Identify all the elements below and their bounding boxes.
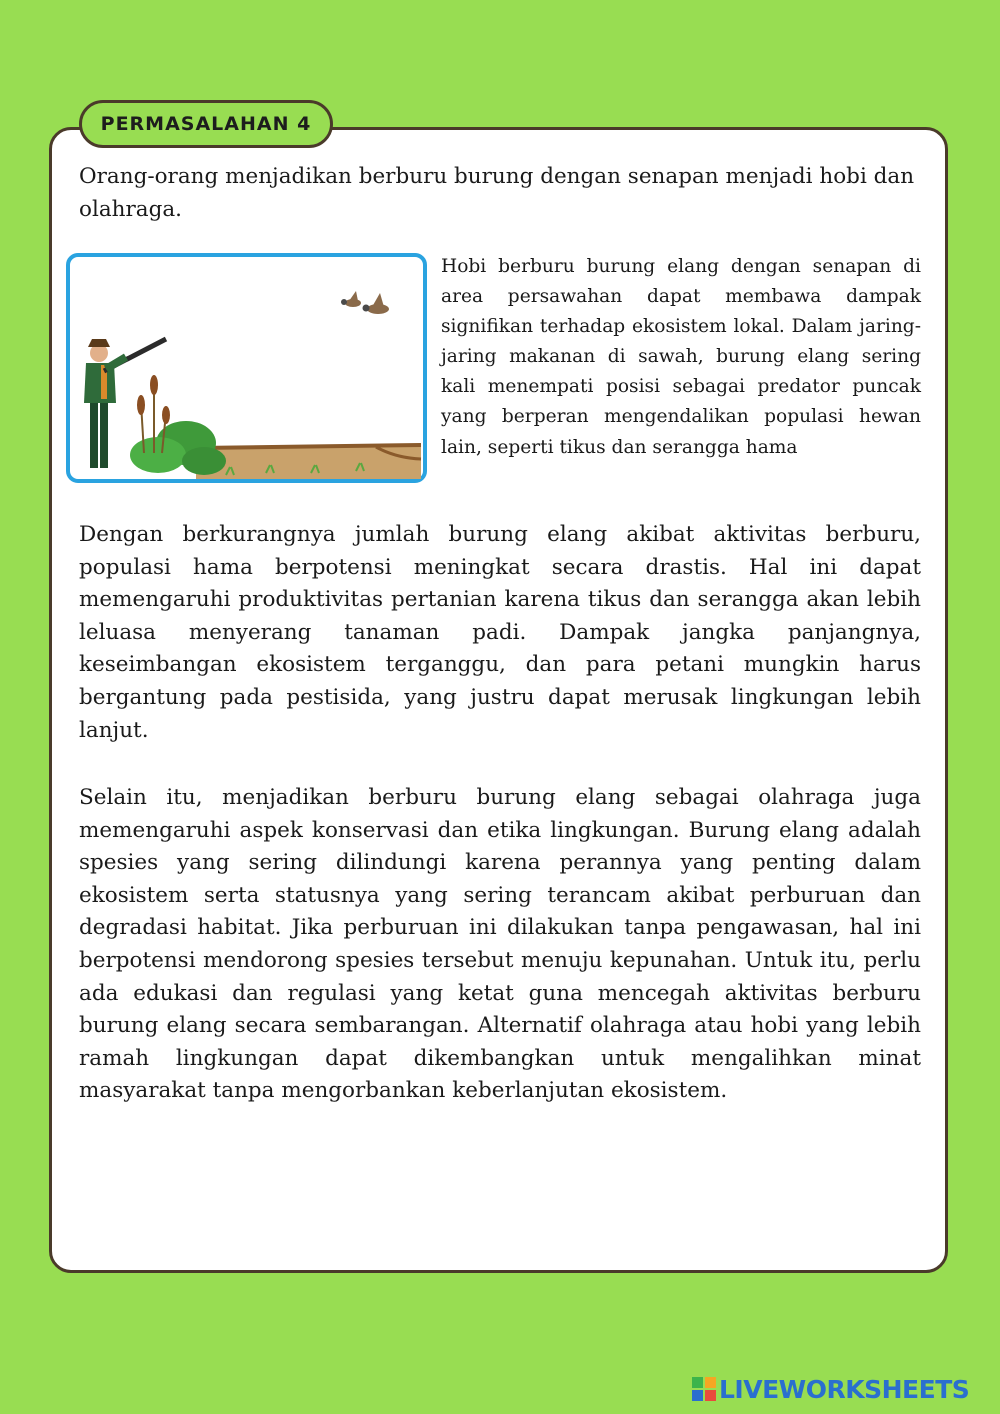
brand-name: LIVEWORKSHEETS [719,1374,970,1404]
liveworksheets-logo[interactable] [692,1374,969,1404]
hunter-illustration [66,253,427,483]
side-paragraph: Hobi berburu burung elang dengan senapan di area persawahan dapat membawa dampak signifikan terhadap ekosistem lokal. Dalam jaring-jaring makanan di sawah, burung elang sering kali menempati posisi sebagai predator puncak yang berperan mengendalikan populasi hewan lain, seperti tikus dan serangga hama [441,256,921,458]
liveworksheets-icon [692,1377,716,1401]
problem-title: PERMASALAHAN 4 [100,113,312,135]
paragraph-impact: Dengan berkurangnya jumlah burung elang akibat aktivitas berburu, populasi hama berpotensi meningkat secara drastis. Hal ini dapat memengaruhi produktivitas pertanian karena tikus dan serangga akan lebih leluasa menyerang tanaman padi. Dampak jangka panjangnya, keseimbangan ekosistem terganggu, dan para petani mungkin harus bergantung pada pestisida, yang justru dapat merusak lingkungan lebih lanjut. [79,522,921,743]
paragraph-conservation: Selain itu, menjadikan berburu burung elang sebagai olahraga juga memengaruhi aspek konservasi dan etika lingkungan. Burung elang adalah spesies yang sering dilindungi karena perannya yang penting dalam ekosistem serta statusnya yang sering terancam akibat perburuan dan degradasi habitat. Jika perburuan ini dilakukan tanpa pengawasan, hal ini berpotensi mendorong spesies tersebut menuju kepunahan. Untuk itu, perlu ada edukasi dan regulasi yang ketat guna mencegah aktivitas berburu burung elang secara sembarangan. Alternatif olahraga atau hobi yang lebih ramah lingkungan dapat dikembangkan untuk mengalihkan minat masyarakat tanpa mengorbankan keberlanjutan ekosistem. [79,785,921,1104]
intro-paragraph: Orang-orang menjadikan berburu burung dengan senapan menjadi hobi dan olahraga. [79,164,915,222]
problem-tab [79,100,333,148]
